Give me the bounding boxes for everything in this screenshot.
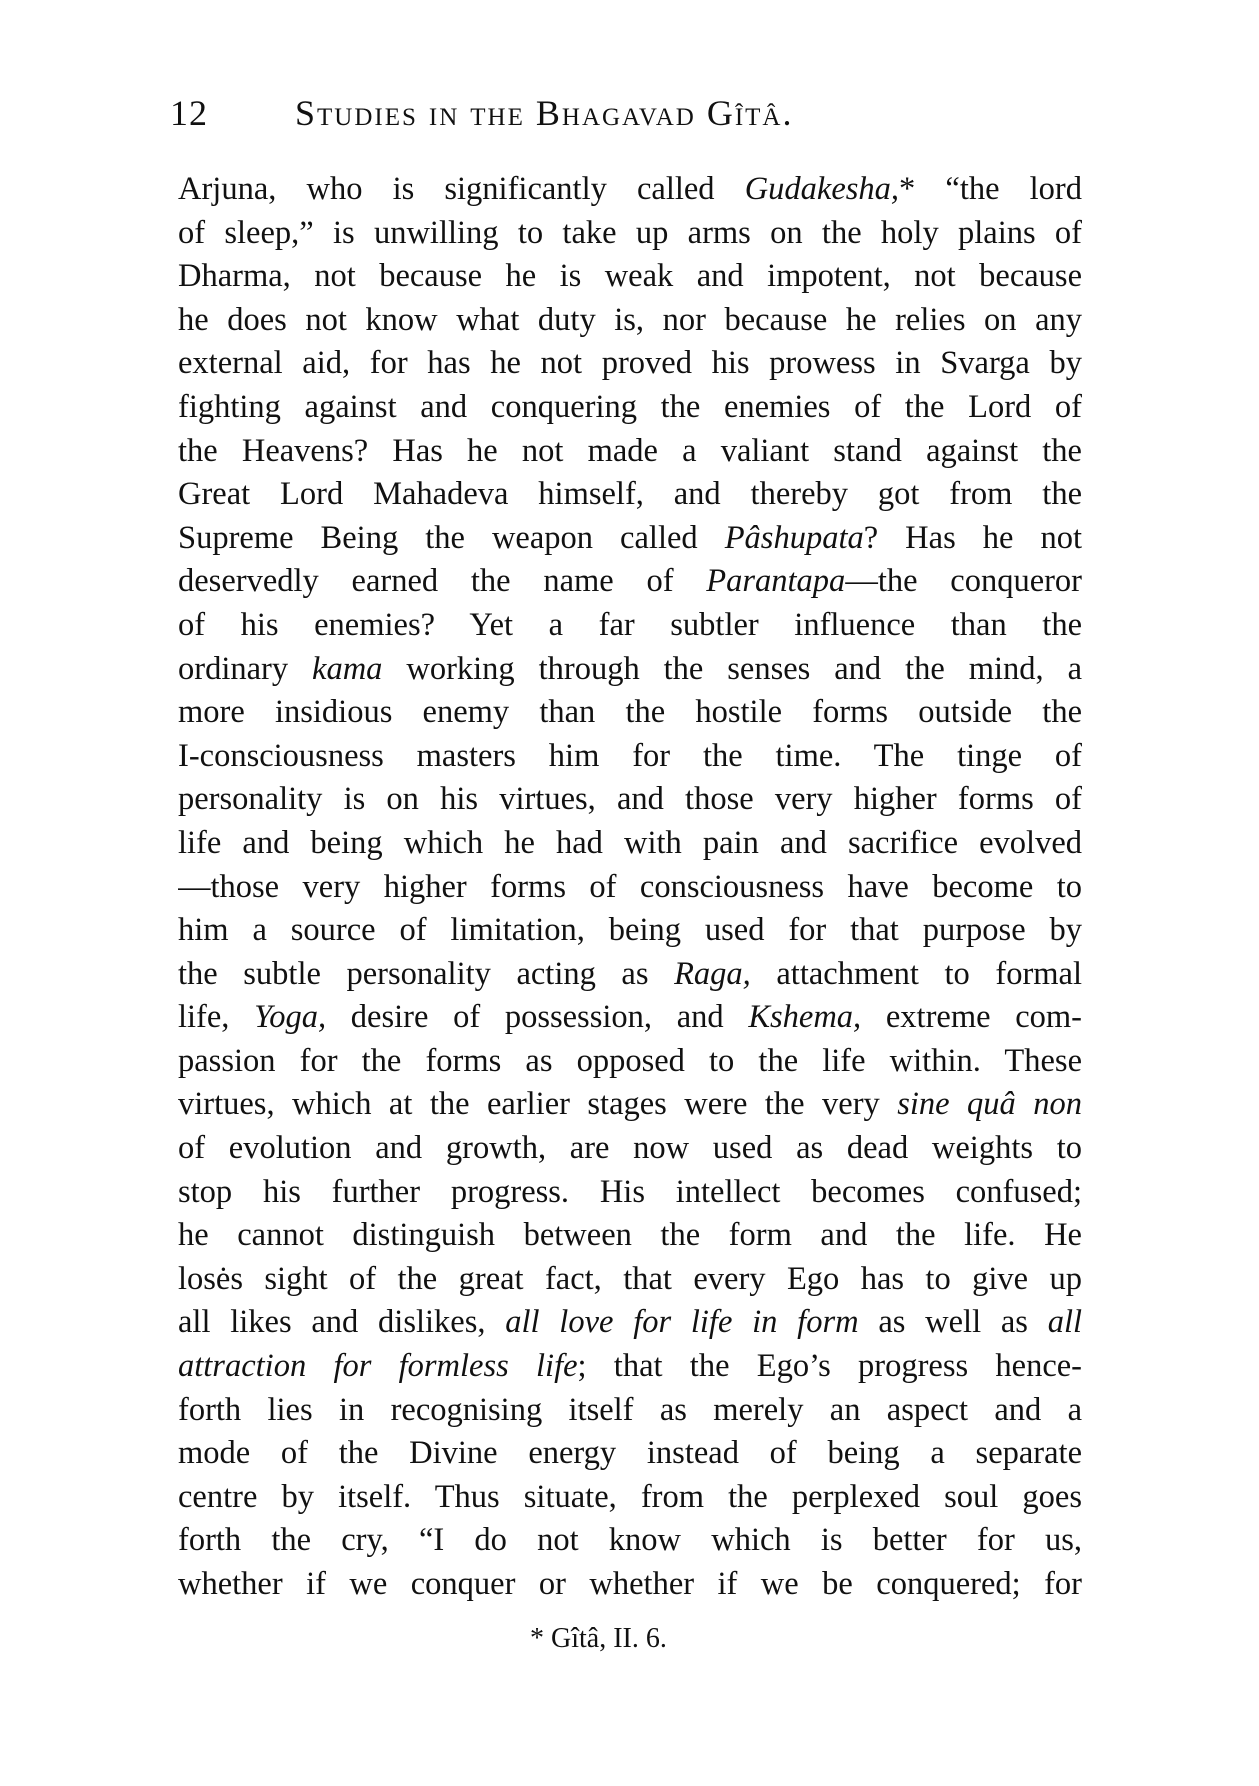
- italic-run: sine quâ non: [897, 1086, 1082, 1123]
- text-line: [178, 1563, 1082, 1607]
- italic-run: kama: [312, 650, 383, 687]
- text-line: [178, 1171, 1082, 1215]
- text-line: [178, 604, 1082, 648]
- italic-run: all love for life in form: [505, 1304, 859, 1341]
- text-line: [178, 909, 1082, 953]
- text-run: more insidious enemy than the hostile forms outside the: [178, 694, 1082, 731]
- text-run: whether if we conquer or whether if we be conquered; for: [178, 1566, 1082, 1602]
- running-head: [170, 92, 1070, 142]
- text-line: [178, 1476, 1082, 1520]
- text-run: ; that the Ego’s progress hence-: [577, 1348, 1082, 1385]
- text-run: Supreme Being the weapon called: [178, 519, 725, 556]
- text-line: [178, 1083, 1082, 1127]
- page-number: 12: [170, 93, 208, 133]
- body-text: [178, 168, 1082, 1607]
- text-line: [178, 1127, 1082, 1171]
- text-line: [178, 1345, 1082, 1389]
- text-run: Great Lord Mahadeva himself, and thereby got from the: [178, 476, 1082, 513]
- text-run: passion for the forms as opposed to the life within. These: [178, 1042, 1082, 1079]
- text-run: of sleep,” is unwilling to take up arms on the holy plains of: [178, 214, 1082, 251]
- italic-run: Pâshupata: [724, 519, 864, 556]
- text-run: personality is on his virtues, and those very higher forms of: [178, 781, 1082, 818]
- text-line: [178, 1301, 1082, 1345]
- text-run: stop his further progress. His intellect becomes confused;: [178, 1173, 1082, 1210]
- text-run: —those very higher forms of consciousness have become to: [178, 868, 1082, 905]
- text-run: as well as: [858, 1304, 1048, 1341]
- italic-run: Parantapa: [706, 563, 846, 600]
- text-line: [178, 953, 1082, 997]
- italic-run: Raga,: [674, 955, 751, 992]
- text-run: him a source of limitation, being used for that purpose by: [178, 912, 1082, 949]
- text-line: [178, 168, 1082, 212]
- italic-run: Gudakesha,: [744, 171, 900, 207]
- italic-run: Kshema,: [748, 999, 862, 1036]
- text-line: [178, 1432, 1082, 1476]
- text-run: desire of possession, and: [326, 999, 749, 1036]
- text-line: [178, 1040, 1082, 1084]
- text-line: [178, 822, 1082, 866]
- text-run: Arjuna, who is significantly called: [178, 171, 745, 207]
- text-line: [178, 299, 1082, 343]
- text-run: losės sight of the great fact, that every Ego has to give up: [178, 1260, 1082, 1297]
- text-run: he cannot distinguish between the form and the life. He: [178, 1217, 1082, 1254]
- text-line: [178, 996, 1082, 1040]
- text-run: —the conqueror: [845, 563, 1082, 600]
- italic-run: attraction for formless life: [178, 1348, 578, 1385]
- text-run: virtues, which at the earlier stages were the very: [178, 1086, 898, 1123]
- text-line: [178, 386, 1082, 430]
- text-line: [178, 342, 1082, 386]
- text-run: centre by itself. Thus situate, from the perplexed soul goes: [178, 1478, 1082, 1515]
- text-line: [178, 778, 1082, 822]
- text-line: [178, 212, 1082, 256]
- text-line: [178, 1214, 1082, 1258]
- text-run: of evolution and growth, are now used as dead weights to: [178, 1130, 1082, 1167]
- text-run: working through the senses and the mind, a: [382, 650, 1082, 687]
- text-run: mode of the Divine energy instead of being a separate: [178, 1435, 1082, 1472]
- text-run: forth the cry, “I do not know which is better for us,: [178, 1522, 1082, 1559]
- text-run: life and being which he had with pain and sacrifice evolved: [178, 824, 1082, 861]
- italic-run: all: [1047, 1304, 1082, 1341]
- text-run: all likes and dislikes,: [178, 1304, 506, 1341]
- text-line: [178, 517, 1082, 561]
- text-run: ordinary: [178, 650, 313, 687]
- text-run: I-consciousness masters him for the time. The tinge of: [178, 737, 1082, 774]
- running-title: Studies in the Bhagavad Gîtâ.: [295, 93, 794, 133]
- text-line: [178, 1389, 1082, 1433]
- text-line: [178, 473, 1082, 517]
- text-line: [178, 735, 1082, 779]
- text-run: forth lies in recognising itself as merely an aspect and a: [178, 1391, 1082, 1428]
- text-run: the Heavens? Has he not made a valiant stand against the: [178, 432, 1082, 469]
- text-run: of his enemies? Yet a far subtler influence than the: [178, 606, 1082, 643]
- text-run: external aid, for has he not proved his prowess in Svarga by: [178, 345, 1082, 382]
- text-run: * “the lord: [899, 171, 1082, 207]
- text-line: [178, 560, 1082, 604]
- text-run: the subtle personality acting as: [178, 955, 675, 992]
- text-run: ? Has he not: [863, 519, 1082, 556]
- text-line: [178, 255, 1082, 299]
- text-line: [178, 691, 1082, 735]
- text-line: [178, 648, 1082, 692]
- text-run: attachment to formal: [750, 955, 1082, 992]
- text-line: [178, 866, 1082, 910]
- text-line: [178, 1258, 1082, 1302]
- text-line: [178, 430, 1082, 474]
- text-run: life,: [178, 999, 255, 1036]
- text-run: deservedly earned the name of: [178, 563, 707, 600]
- text-run: fighting against and conquering the enemies of the Lord of: [178, 388, 1082, 425]
- text-run: Dharma, not because he is weak and impotent, not because: [178, 258, 1082, 295]
- footnote: * Gîtâ, II. 6.: [530, 1623, 667, 1654]
- text-run: extreme com-: [861, 999, 1082, 1036]
- italic-run: Yoga,: [254, 999, 327, 1036]
- text-run: he does not know what duty is, nor because he relies on any: [178, 301, 1082, 338]
- text-line: [178, 1519, 1082, 1563]
